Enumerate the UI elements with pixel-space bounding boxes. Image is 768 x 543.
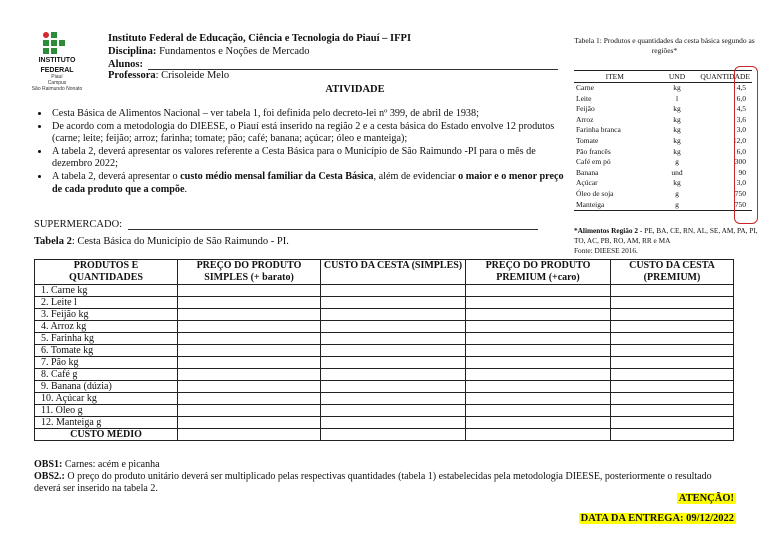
price-input-cell[interactable] [611, 381, 734, 393]
price-input-cell[interactable] [611, 285, 734, 297]
obs1-text: Carnes: acém e picanha [62, 459, 160, 470]
price-input-cell[interactable] [466, 381, 611, 393]
table-row [35, 321, 734, 333]
teacher-label: Professora [108, 70, 156, 81]
price-input-cell[interactable] [611, 321, 734, 333]
product-cell: 11. Óleo g [35, 405, 178, 417]
price-input-cell[interactable] [611, 357, 734, 369]
table1-cell-unit: g [675, 188, 679, 198]
table-row [35, 333, 734, 345]
table1-cell-qty: 750 [734, 188, 746, 198]
table1-header-item: ITEM [574, 71, 656, 83]
average-cost-label: CUSTO MÉDIO [35, 429, 178, 441]
table1-cell-unit: kg [673, 104, 681, 114]
table-row [574, 125, 752, 136]
average-cost-cell[interactable] [466, 429, 611, 441]
table-row [35, 393, 734, 405]
product-cell: 7. Pão kg [35, 357, 178, 369]
table-row [574, 168, 752, 179]
table1-header-unit: UND [656, 71, 699, 83]
table-row [574, 104, 752, 115]
price-input-cell[interactable] [321, 417, 466, 429]
teacher-value: : Crisoleide Melo [155, 70, 230, 81]
ifpi-logo [30, 32, 84, 92]
product-cell: 2. Leite l [35, 297, 178, 309]
price-input-cell[interactable] [466, 357, 611, 369]
discipline-value: Fundamentos e Noções de Mercado [159, 46, 310, 57]
table1-header-qty: QUANTIDADE [700, 72, 750, 81]
logo-text-4: Campus [47, 80, 67, 86]
logo-text-5: São Raimundo Nonato [31, 86, 83, 92]
product-cell: 5. Farinha kg [35, 333, 178, 345]
table1-cell-qty: 750 [698, 200, 752, 211]
table-row [35, 369, 734, 381]
table2-caption-bold: Tabela 2 [34, 236, 72, 247]
table1-note [574, 226, 758, 256]
table1-cell-unit: kg [673, 114, 681, 124]
institution-name: Instituto Federal de Educação, Ciência e Tecnologia do Piauí – IFPI [108, 33, 412, 44]
obs1 [34, 459, 734, 471]
table1-cell-item: Carne [576, 83, 594, 92]
list-item-bold: o maior e o menor preço de cada produto que a compõe [52, 170, 564, 195]
product-cell: 8. Café g [35, 369, 178, 381]
price-input-cell[interactable] [466, 345, 611, 357]
supermarket-label: SUPERMERCADO: [34, 219, 123, 230]
table1-note-bold: *Alimentos Região 2 - [574, 226, 643, 235]
price-input-cell[interactable] [611, 333, 734, 345]
average-cost-cell[interactable] [321, 429, 466, 441]
table1-cell-item: Manteiga [574, 200, 656, 211]
table1-cell-item: Arroz [576, 114, 594, 124]
logo-text-2: FEDERAL [40, 67, 74, 74]
price-input-cell[interactable] [178, 321, 321, 333]
price-input-cell[interactable] [178, 309, 321, 321]
price-input-cell[interactable] [466, 333, 611, 345]
average-cost-cell[interactable] [611, 429, 734, 441]
price-input-cell[interactable] [466, 309, 611, 321]
table2-header-simple-cost: CUSTO DA CESTA (SIMPLES) [321, 260, 466, 285]
price-input-cell[interactable] [178, 285, 321, 297]
price-input-cell[interactable] [611, 417, 734, 429]
table1-cell-item: Banana [576, 167, 599, 177]
table1-cell-qty: 3,0 [736, 125, 746, 135]
price-input-cell[interactable] [611, 345, 734, 357]
price-input-cell[interactable] [178, 417, 321, 429]
table2-caption [34, 236, 289, 247]
table-row [574, 115, 752, 126]
price-input-cell[interactable] [466, 297, 611, 309]
logo-mark-icon [43, 32, 71, 54]
obs2 [34, 471, 734, 495]
teacher-line [108, 70, 229, 83]
table-row [35, 417, 734, 429]
table-row [574, 178, 752, 189]
table1-cell-unit: kg [673, 178, 681, 188]
table1-cell-qty: 6,0 [736, 93, 746, 103]
price-input-cell[interactable] [178, 369, 321, 381]
table-row [574, 200, 752, 211]
price-input-cell[interactable] [178, 393, 321, 405]
table1-cell-qty: 3,6 [736, 114, 746, 124]
price-input-cell[interactable] [466, 321, 611, 333]
table-row [574, 189, 752, 200]
table2-header-simple-price: PREÇO DO PRODUTO SIMPLES (+ barato) [178, 260, 321, 285]
price-input-cell[interactable] [466, 405, 611, 417]
price-input-cell[interactable] [178, 333, 321, 345]
deadline-note [579, 513, 736, 524]
table-row [35, 297, 734, 309]
table2-header-products: PRODUTOS E QUANTIDADES [35, 260, 178, 285]
table1-cell-item: Açúcar [576, 178, 598, 188]
table1-source: Fonte: DIEESE 2016. [574, 246, 638, 255]
price-input-cell[interactable] [321, 381, 466, 393]
table1-cell-qty: 90 [738, 167, 746, 177]
table-row [35, 357, 734, 369]
table1-cell-unit: kg [673, 83, 681, 92]
price-input-cell[interactable] [321, 309, 466, 321]
table1-cell-item: Óleo de soja [576, 188, 614, 198]
table1-cell-item: Farinha branca [576, 125, 621, 135]
table1-cell-item: Café em pó [576, 157, 611, 167]
price-input-cell[interactable] [611, 405, 734, 417]
page-title: ATIVIDADE [325, 84, 385, 95]
table-row [574, 157, 752, 168]
price-input-cell[interactable] [611, 309, 734, 321]
price-input-cell[interactable] [321, 345, 466, 357]
table1-cell-qty: 3,0 [736, 178, 746, 188]
price-input-cell[interactable] [321, 285, 466, 297]
table1-cell-unit: g [656, 200, 699, 211]
list-item-bold: custo médio mensal familiar da Cesta Básica [180, 170, 374, 182]
table1-cell-unit: und [671, 167, 683, 177]
list-item-text: A tabela 2, deverá apresentar o [52, 170, 181, 182]
deadline-text: DATA DA ENTREGA: 09/12/2022 [580, 513, 734, 524]
table2-caption-text: : Cesta Básica do Município de São Raimundo - PI. [71, 236, 289, 247]
price-input-cell[interactable] [611, 297, 734, 309]
price-input-cell[interactable] [611, 369, 734, 381]
average-cost-cell[interactable] [178, 429, 321, 441]
table2-header-premium-price: PREÇO DO PRODUTO PREMIUM (+caro) [466, 260, 611, 285]
attention-note [677, 493, 736, 504]
price-input-cell[interactable] [321, 297, 466, 309]
attention-text: ATENÇÃO! [678, 493, 734, 504]
instructions-list [36, 108, 570, 196]
price-input-cell[interactable] [178, 345, 321, 357]
table1-title: Tabela 1: Produtos e quantidades da cesta básica segundo as regiões* [574, 36, 755, 55]
table1-cell-item: Pão francês [576, 146, 611, 156]
product-cell: 4. Arroz kg [35, 321, 178, 333]
table1-cell-unit: kg [673, 125, 681, 135]
table2 [34, 259, 734, 441]
table1-cell-item: Tomate [576, 135, 599, 145]
table1-cell-qty: 12,0 [732, 135, 746, 145]
product-cell: 9. Banana (dúzia) [35, 381, 178, 393]
table1-cell-item: Feijão [576, 104, 595, 114]
list-item: • A tabela 2, deverá apresentar os valores referente a Cesta Básica para o Município de São Raimundo -PI para o mês de dezembro 2022; [50, 146, 570, 171]
table1-cell-unit: kg [673, 135, 681, 145]
table-row [35, 381, 734, 393]
price-input-cell[interactable] [466, 285, 611, 297]
table-row [574, 147, 752, 158]
logo-text-3: Piauí [51, 74, 63, 80]
table-row [35, 345, 734, 357]
discipline-label: Disciplina: [108, 46, 157, 57]
price-input-cell[interactable] [611, 393, 734, 405]
price-input-cell[interactable] [321, 369, 466, 381]
price-input-cell[interactable] [178, 297, 321, 309]
obs2-label: OBS2.: [34, 471, 65, 482]
obs1-label: OBS1: [34, 459, 63, 470]
table1-cell-qty: 4,5 [736, 104, 746, 114]
table1-cell-unit: g [675, 157, 679, 167]
price-input-cell[interactable] [466, 417, 611, 429]
price-input-cell[interactable] [178, 405, 321, 417]
price-input-cell[interactable] [178, 357, 321, 369]
table-row [574, 83, 752, 94]
table-row-footer [35, 429, 734, 441]
supermarket-fill-line[interactable] [128, 229, 538, 230]
product-cell: 10. Açúcar kg [35, 393, 178, 405]
discipline-line [108, 46, 310, 59]
table1-cell-unit: kg [673, 146, 681, 156]
obs2-text: O preço do produto unitário deverá ser multiplicado pelas respectivas quantidades (tabela 1) estabelecidas pela metodologia DIEESE, posteriormente o resultado deverá ser inserido na tabela 2. [34, 471, 712, 494]
table-row [35, 309, 734, 321]
price-input-cell[interactable] [321, 393, 466, 405]
table1-cell-qty: 300 [734, 157, 746, 167]
table-row [574, 94, 752, 105]
price-input-cell[interactable] [321, 321, 466, 333]
table-row [35, 285, 734, 297]
table1-note-text: PE, BA, CE, RN, AL, SE, AM, PA, PI, TO, AC, PB, RO, AM, RR e MA [574, 226, 758, 245]
price-input-cell[interactable] [466, 393, 611, 405]
price-input-cell[interactable] [466, 369, 611, 381]
price-input-cell[interactable] [178, 381, 321, 393]
table-row [35, 405, 734, 417]
list-item: • De acordo com a metodologia do DIEESE, o Piauí está inserido na região 2 e a cesta básica do Estado envolve 12 produtos (carne; leite; feijão; arroz; farinha; tomate; pão; café; banana; açúcar; óleo e manteiga); [50, 121, 570, 146]
list-item [50, 171, 570, 196]
table1-cell-qty: 6,0 [736, 146, 746, 156]
price-input-cell[interactable] [321, 405, 466, 417]
table2-header-premium-cost: CUSTO DA CESTA (PREMIUM) [611, 260, 734, 285]
quantity-highlight-box [734, 66, 758, 224]
table1-cell-unit: l [675, 93, 679, 103]
price-input-cell[interactable] [321, 333, 466, 345]
product-cell: 1. Carne kg [35, 285, 178, 297]
product-cell: 3. Feijão kg [35, 309, 178, 321]
table-row [574, 136, 752, 147]
students-label: Alunos: [108, 59, 144, 70]
table1-cell-item: Leite [576, 93, 592, 103]
product-cell: 12. Manteiga g [35, 417, 178, 429]
table1 [574, 70, 752, 211]
list-item-text: . [184, 183, 188, 195]
list-item: • Cesta Básica de Alimentos Nacional – ver tabela 1, foi definida pelo decreto-lei nº 399, de abril de 1938; [50, 108, 570, 121]
table1-cell-qty: 4,5 [736, 83, 746, 92]
list-item-text: , além de evidenciar [373, 170, 459, 182]
logo-text-1: INSTITUTO [38, 57, 76, 64]
product-cell: 6. Tomate kg [35, 345, 178, 357]
price-input-cell[interactable] [321, 357, 466, 369]
